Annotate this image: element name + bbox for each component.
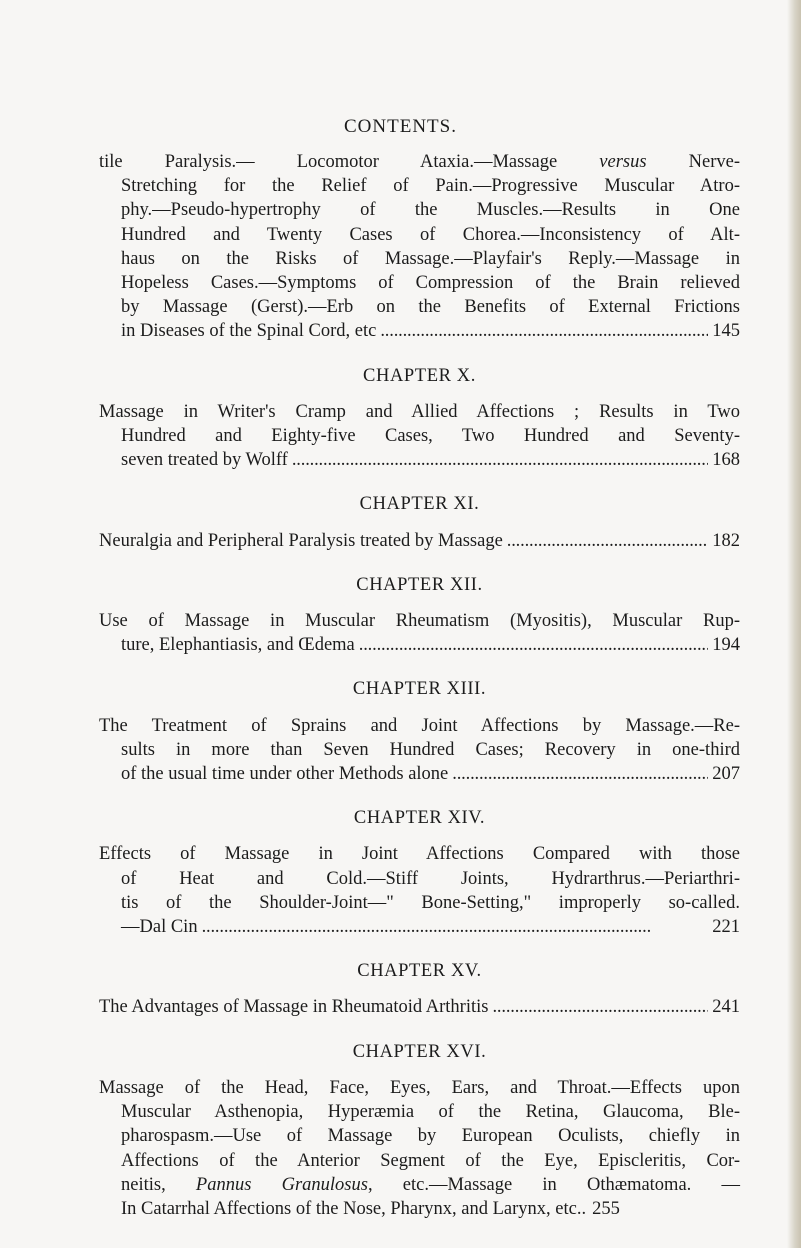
toc-entry — [99, 150, 740, 344]
page-number: 168 — [712, 450, 740, 471]
entry-line: Muscular Asthenopia, Hyperæmia of the Retina, Glaucoma, Ble- — [121, 1102, 740, 1123]
page-number: 182 — [712, 530, 740, 551]
dot-leader — [507, 529, 708, 553]
dot-leader — [359, 633, 708, 657]
entry-line: of Heat and Cold.—Stiff Joints, Hydrarthrus.—Periarthri- — [121, 868, 740, 889]
entry-line: Use of Massage in Muscular Rheumatism (Myositis), Muscular Rup- — [99, 611, 740, 632]
toc-entry — [99, 529, 740, 553]
running-head: CONTENTS. — [344, 116, 457, 137]
entry-line-text: seven treated by Wolff — [121, 450, 288, 471]
chapter-heading: CHAPTER XII. — [356, 574, 483, 595]
toc-entry — [99, 995, 740, 1019]
entry-line-text: In Catarrhal Affections of the Nose, Pharynx, and Larynx, etc.. — [121, 1198, 587, 1219]
toc-entry — [99, 714, 740, 787]
page-edge-shadow — [787, 0, 801, 1248]
entry-line-text: The Advantages of Massage in Rheumatoid Arthritis — [99, 997, 489, 1018]
entry-last-line — [99, 995, 740, 1019]
entry-line: by Massage (Gerst).—Erb on the Benefits of External Frictions — [121, 297, 740, 318]
entry-line: pharospasm.—Use of Massage by European Oculists, chiefly in — [121, 1126, 740, 1147]
dot-leader — [202, 915, 709, 939]
entry-line: tile Paralysis.— Locomotor Ataxia.—Massage versus Nerve- — [99, 152, 740, 172]
entry-last-line — [99, 915, 740, 939]
entry-line-text: —Dal Cin — [121, 917, 198, 938]
chapter-heading: CHAPTER XI. — [359, 494, 480, 515]
entry-line: phy.—Pseudo-hypertrophy of the Muscles.—Results in One — [121, 200, 740, 221]
entry-last-line — [99, 448, 740, 472]
entry-line-text: ture, Elephantiasis, and Œdema — [121, 635, 355, 656]
chapter-heading: CHAPTER X. — [363, 365, 476, 386]
entry-line: Affections of the Anterior Segment of the Eye, Episcleritis, Cor- — [121, 1150, 740, 1171]
page-number: 241 — [712, 997, 740, 1018]
page-number: 145 — [712, 321, 740, 342]
entry-line: tis of the Shoulder-Joint—" Bone-Setting," improperly so-called. — [121, 892, 740, 913]
entry-line: Massage in Writer's Cramp and Allied Affections ; Results in Two — [99, 401, 740, 422]
chapter-heading: CHAPTER XIV. — [353, 808, 486, 829]
entry-line: sults in more than Seven Hundred Cases; Recovery in one-third — [121, 739, 740, 760]
entry-line-text: of the usual time under other Methods alone — [121, 764, 449, 785]
toc-entry — [99, 609, 740, 657]
entry-line: Hopeless Cases.—Symptoms of Compression of the Brain relieved — [121, 273, 740, 294]
entry-last-line — [99, 1197, 740, 1221]
entry-line: haus on the Risks of Massage.—Playfair's Reply.—Massage in — [121, 248, 740, 269]
entry-line-text: in Diseases of the Spinal Cord, etc — [121, 321, 377, 342]
entry-line: Hundred and Twenty Cases of Chorea.—Inconsistency of Alt- — [121, 224, 740, 245]
entry-line: Stretching for the Relief of Pain.—Progressive Muscular Atro- — [121, 176, 740, 197]
chapter-heading: CHAPTER XVI. — [352, 1041, 487, 1062]
chapter-heading: CHAPTER XIII. — [352, 679, 487, 700]
chapter-heading: CHAPTER XV. — [357, 961, 482, 982]
contents-list — [99, 150, 740, 1221]
entry-last-line — [99, 319, 740, 343]
page-number: 194 — [712, 635, 740, 656]
entry-line: Massage of the Head, Face, Eyes, Ears, and Throat.—Effects upon — [99, 1077, 740, 1098]
dot-leader — [492, 995, 708, 1019]
dot-leader — [452, 762, 708, 786]
page-number: 255 — [592, 1198, 620, 1219]
entry-line: Effects of Massage in Joint Affections Compared with those — [99, 844, 740, 865]
entry-last-line — [99, 529, 740, 553]
entry-last-line — [99, 762, 740, 786]
entry-line-text: Neuralgia and Peripheral Paralysis treated by Massage — [99, 530, 503, 551]
toc-entry — [99, 1076, 740, 1221]
dot-leader — [380, 319, 708, 343]
toc-entry — [99, 400, 740, 473]
page-number: 207 — [712, 764, 740, 785]
entry-last-line — [99, 633, 740, 657]
entry-line: The Treatment of Sprains and Joint Affections by Massage.—Re- — [99, 715, 740, 736]
entry-line: neitis, Pannus Granulosus, etc.—Massage in Othæmatoma. — — [121, 1174, 740, 1195]
toc-entry — [99, 842, 740, 939]
entry-line: Hundred and Eighty-five Cases, Two Hundred and Seventy- — [121, 426, 740, 447]
dot-leader — [292, 448, 708, 472]
page-number: 221 — [712, 917, 740, 938]
